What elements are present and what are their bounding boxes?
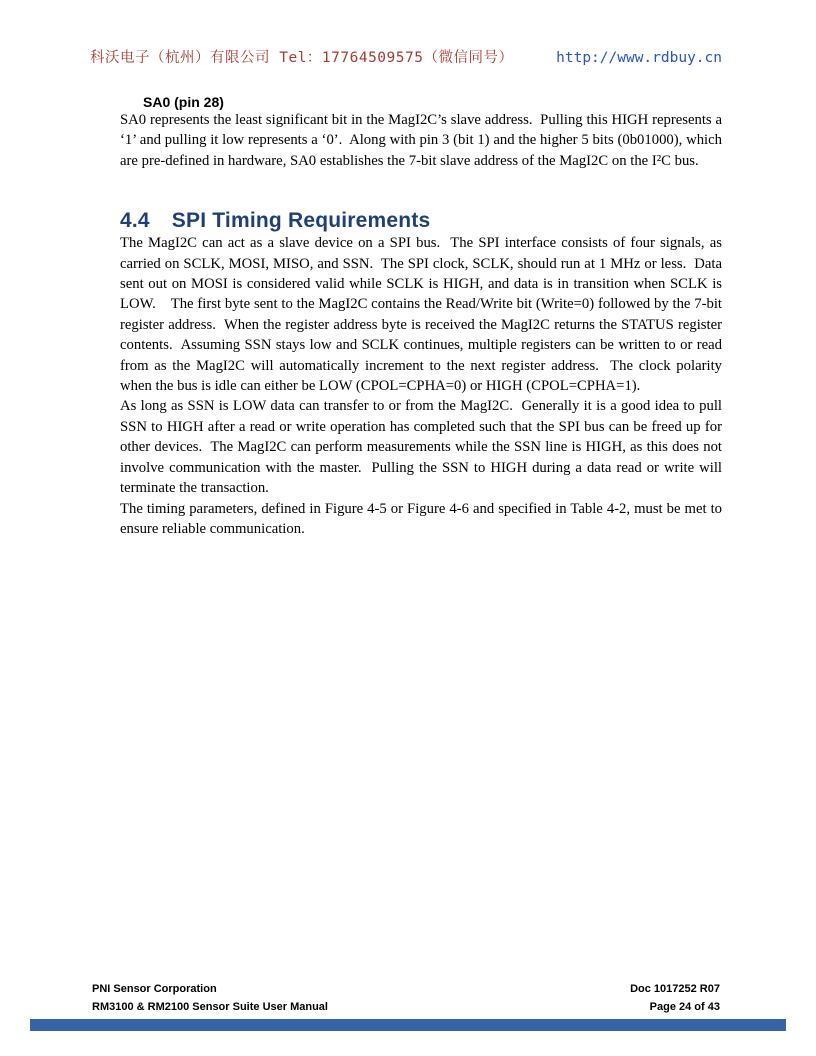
spi-paragraph-1: The MagI2C can act as a slave device on a SPI bus. The SPI interface consists of four signals, as carried on SCLK, MOSI, MISO, and SSN. The SPI clock, SCLK, should run at 1 MHz or less. Data sent out on MOSI is considered valid while SCLK is HIGH, and data is in transition when SCLK is LOW. The first byte sent to the MagI2C contains the Read/Write bit (Write=0) followed by the 7-bit register address. When the register address byte is received the MagI2C returns the STATUS register contents. Assuming SSN stays low and SCLK continues, multiple registers can be written to or read from as the MagI2C will automatically increment to the next register address. The clock polarity when the bus is idle can either be LOW (CPOL=CPHA=0) or HIGH (CPOL=CPHA=1). xyxy=(120,235,726,395)
footer-left xyxy=(92,981,328,1016)
section-heading xyxy=(120,209,722,233)
vendor-company-line: 科沃电子（杭州）有限公司 Tel：17764509575（微信同号） xyxy=(90,50,514,66)
footer-company: PNI Sensor Corporation xyxy=(92,983,217,995)
spi-paragraph-3: The timing parameters, defined in Figure 4-5 or Figure 4-6 and specified in Table 4-2, must be met to ensure reliable communication. xyxy=(120,500,726,537)
spi-paragraph-2: As long as SSN is LOW data can transfer to or from the MagI2C. Generally it is a good idea to pull SSN to HIGH after a read or write operation has completed such that the SPI bus can be freed up for other devices. The MagI2C can perform measurements while the SSN line is HIGH, as this does not involve communication with the master. Pulling the SSN to HIGH during a data read or write will terminate the transaction. xyxy=(120,398,726,497)
footer-page-number: Page 24 of 43 xyxy=(649,1000,720,1013)
section-number: 4.4 xyxy=(120,209,150,233)
footer-doc-number: Doc 1017252 R07 xyxy=(630,983,720,995)
footer-manual-title: RM3100 & RM2100 Sensor Suite User Manual xyxy=(92,1000,328,1013)
sa0-pin-heading: SA0 (pin 28) xyxy=(143,94,224,110)
vendor-header xyxy=(90,46,722,67)
section-title: SPI Timing Requirements xyxy=(171,209,431,233)
sa0-paragraph: SA0 represents the least significant bit in the MagI2C’s slave address. Pulling this HIGH represents a ‘1’ and pulling it low represents a ‘0’. Along with pin 3 (bit 1) and the higher 5 bits (0b01000), which are pre-defined in hardware, SA0 establishes the 7-bit slave address of the MagI2C on the I²C bus. xyxy=(120,112,726,169)
footer-right xyxy=(630,981,720,1016)
document-body xyxy=(120,94,726,539)
footer-accent-bar xyxy=(30,1019,786,1031)
vendor-url-link[interactable]: http://www.rdbuy.cn xyxy=(556,50,722,66)
